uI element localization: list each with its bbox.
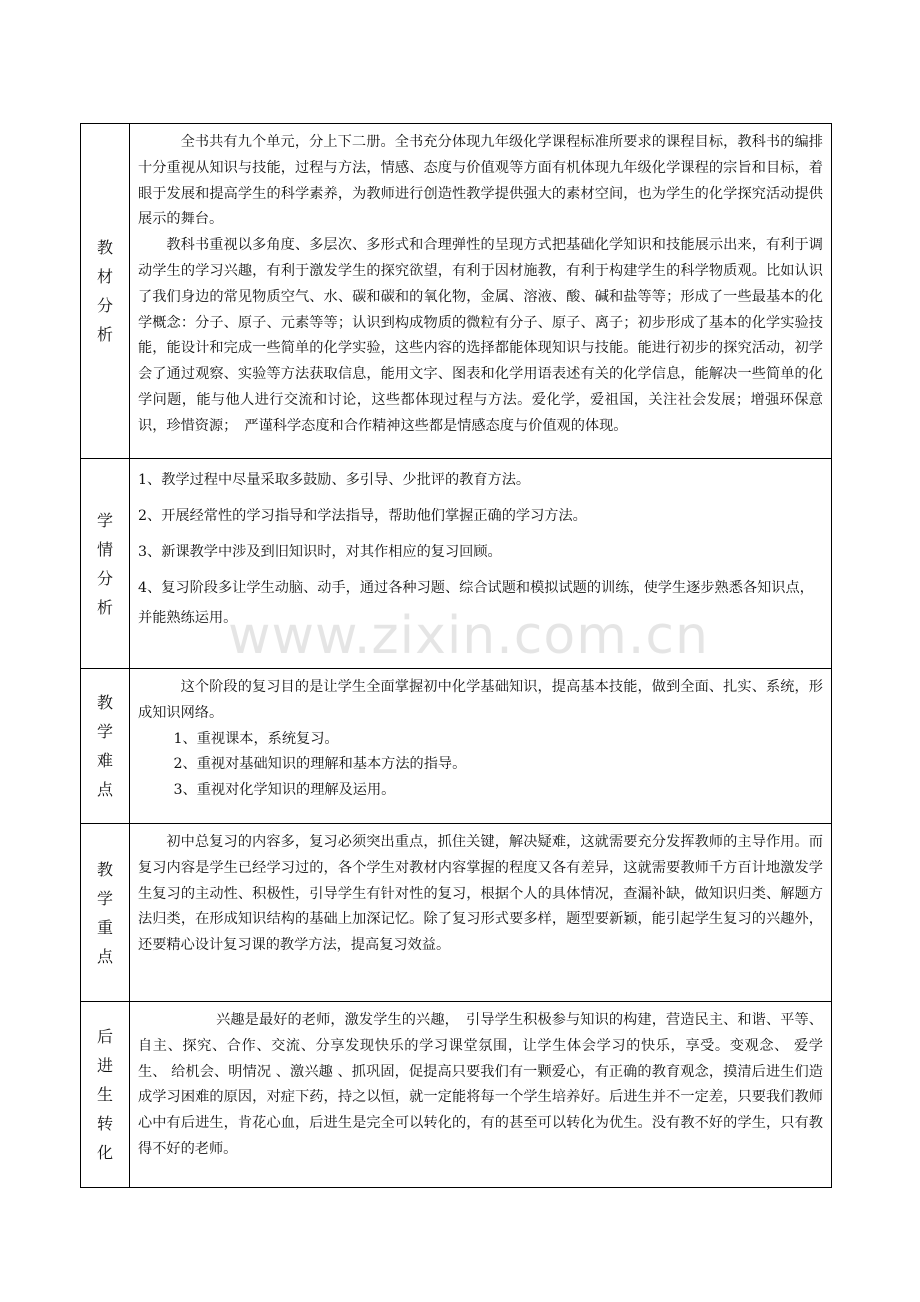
list-item: 1、重视课本，系统复习。 [173,730,339,747]
row-label-cell [81,1002,130,1188]
paragraph: 这个阶段的复习目的是让学生全面掌握初中化学基础知识，提高基本技能，做到全面、扎实、系统，形成知识网络。 [138,679,823,721]
paragraph: 兴趣是最好的老师，激发学生的兴趣， 引导学生积极参与知识的构建，营造民主、和谐、平等、自主、探究、合作、交流、分享发现快乐的学习课堂氛围，让学生体会学习的快乐，享受。变观念、 爱学生、 给机会、明情况 、激兴趣 、抓巩固，促提高只要我们有一颗爱心，有正确的教育观念，摸清后进生们造成学习困难的原因，对症下药，持之以恒，就一定能将每一个学生培养好。后进生并不一定差，只要我们教师心中有后进生，肯花心血，后进生是完全可以转化的，有的甚至可以转化为优生。没有教不好的学生，只有教得不好的老师。 [138,1012,823,1157]
lesson-plan-table [80,123,832,1188]
row-content-cell [130,459,832,669]
row-label-cell [81,459,130,669]
table-row [81,824,832,1002]
row-label: 后 进 生 转 化 [96,1027,113,1162]
watermark: www.zixin.com.cn [228,606,709,666]
row-content-cell [130,669,832,824]
table-row [81,459,832,669]
list-item: 2、开展经常性的学习指导和学法指导，帮助他们掌握正确的学习方法。 [138,508,587,524]
list-item: 3、新课教学中涉及到旧知识时，对其作相应的复习回顾。 [138,544,502,560]
table-row [81,669,832,824]
row-label: 学 情 分 析 [96,510,113,617]
paragraph: 全书共有九个单元，分上下二册。全书充分体现九年级化学课程标准所要求的课程目标，教科书的编排十分重视从知识与技能，过程与方法，情感、态度与价值观等方面有机体现九年级化学课程的宗旨和目标，着眼于发展和提高学生的科学素养，为教师进行创造性教学提供强大的素材空间，也为学生的化学探究活动提供展示的舞台。 [138,134,823,228]
list-item: 2、重视对基础知识的理解和基本方法的指导。 [173,756,467,773]
table-row [81,1002,832,1188]
list-item: 1、教学过程中尽量采取多鼓励、多引导、少批评的教育方法。 [138,472,531,488]
row-content-cell [130,824,832,1002]
row-label-cell [81,124,130,459]
row-label-cell [81,669,130,824]
list-item: 3、重视对化学知识的理解及运用。 [173,782,396,799]
paragraph: 初中总复习的内容多，复习必须突出重点，抓住关键，解决疑难，这就需要充分发挥教师的主导作用。而复习内容是学生已经学习过的，各个学生对教材内容掌握的程度又各有差异，这就需要教师千方百计地激发学生复习的主动性、积极性，引导学生有针对性的复习，根据个人的具体情况，查漏补缺，做知识归类、解题方法归类，在形成知识结构的基础上加深记忆。除了复习形式要多样，题型要新颖，能引起学生复习的兴趣外，还要精心设计复习课的教学方法，提高复习效益。 [138,834,823,954]
row-label: 教 材 分 析 [96,238,113,344]
paragraph: 教科书重视以多角度、多层次、多形式和合理弹性的呈现方式把基础化学知识和技能展示出来，有利于调动学生的学习兴趣，有利于激发学生的探究欲望，有利于因材施教，有利于构建学生的科学物质观。比如认识了我们身边的常见物质空气、水、碳和碳和的氧化物，金属、溶液、酸、碱和盐等等；形成了一些最基本的化学概念：分子、原子、元素等等；认识到构成物质的微粒有分子、原子、离子；初步形成了基本的化学实验技能，能设计和完成一些简单的化学实验，这些内容的选择都能体现知识与技能。能进行初步的探究活动，初学会了通过观察、实验等方法获取信息，能用文字、图表和化学用语表述有关的化学信息，能解决一些简单的化学问题，能与他人进行交流和讨论，这些都体现过程与方法。爱化学，爱祖国，关注社会发展；增强环保意识，珍惜资源； 严谨科学态度和合作精神这些都是情感态度与价值观的体现。 [138,237,823,434]
row-label: 教 学 重 点 [96,859,113,966]
list-item: 4、复习阶段多让学生动脑、动手，通过各种习题、综合试题和模拟试题的训练，使学生逐步熟悉各知识点，并能熟练运用。 [138,580,814,626]
row-label: 教 学 难 点 [96,693,113,799]
row-content-cell [130,124,832,459]
row-label-cell [81,824,130,1002]
table-row [81,124,832,459]
row-content-cell [130,1002,832,1188]
